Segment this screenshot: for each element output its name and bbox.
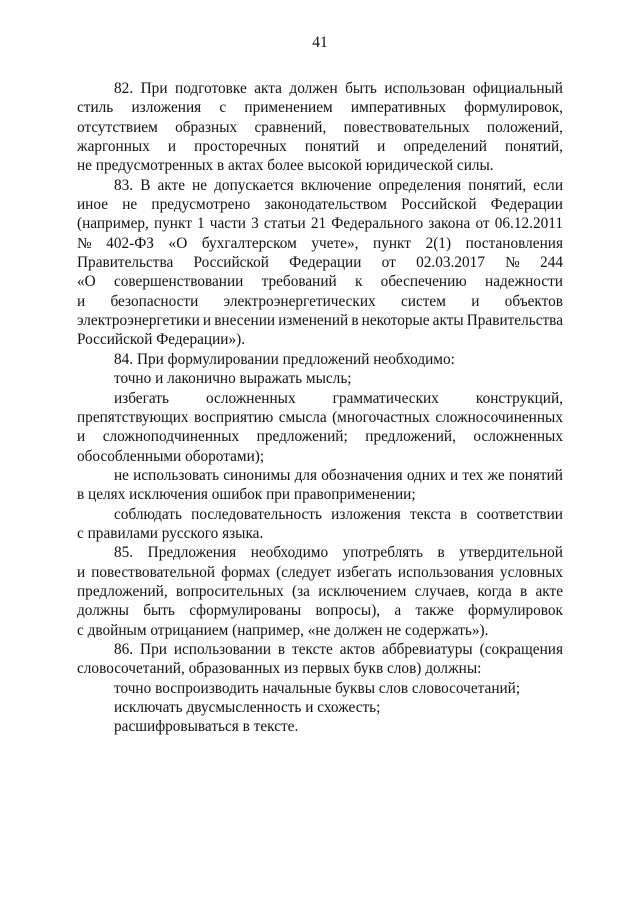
text-line-content: № 402-ФЗ «О бухгалтерском учете», пункт 2(1) постановления — [77, 234, 563, 252]
paragraph — [77, 466, 563, 505]
text-line — [77, 118, 563, 137]
text-line-content: 85. Предложения необходимо употреблять в утвердительной — [114, 544, 563, 562]
paragraph — [77, 543, 563, 640]
text-line-content: исключать двусмысленность и схожесть; — [114, 699, 381, 716]
text-line-content: отсутствием образных сравнений, повествовательных положений, — [77, 118, 563, 136]
text-line — [77, 466, 563, 485]
text-line-content: и повествовательной формах (следует избегать использования условных — [77, 563, 563, 581]
text-line-content: в целях исключения ошибок при правоприменении; — [77, 486, 416, 504]
text-line — [77, 253, 563, 272]
document-body — [77, 79, 563, 737]
paragraph — [77, 176, 563, 350]
text-line — [77, 679, 563, 698]
text-line-content: словосочетаний, образованных из первых букв слов) должны: — [77, 660, 482, 678]
text-line — [77, 292, 563, 311]
text-line-content: жаргонных и просторечных понятий и определений понятий, — [77, 138, 563, 156]
text-line — [77, 195, 563, 214]
text-line-content: 86. При использовании в тексте актов аббревиатуры (сокращения — [114, 640, 563, 658]
text-line — [77, 659, 563, 678]
paragraph — [77, 389, 563, 466]
text-line — [77, 563, 563, 582]
text-line — [77, 156, 563, 175]
text-line-content: избегать осложненных грамматических конструкций, — [114, 389, 563, 407]
paragraph — [77, 505, 563, 544]
text-line-content: и сложноподчиненных предложений; предложений, осложненных — [77, 428, 563, 446]
text-line — [77, 447, 563, 466]
text-line-content: Российской Федерации»). — [77, 331, 246, 349]
text-line-content: препятствующих восприятию смысла (многочастных сложносочиненных — [77, 408, 563, 426]
text-line — [77, 330, 563, 349]
text-line-content: точно и лаконично выражать мысль; — [114, 370, 352, 388]
text-line — [77, 79, 563, 98]
text-line — [77, 582, 563, 601]
text-line — [77, 369, 563, 388]
text-line — [77, 621, 563, 640]
text-line-content: предложений, вопросительных (за исключением случаев, когда в акте — [77, 582, 563, 600]
text-line-content: точно воспроизводить начальные буквы слов словосочетаний; — [114, 679, 521, 697]
text-line-content: стиль изложения с применением императивных формулировок, — [77, 99, 563, 117]
text-line — [77, 543, 563, 562]
text-line-content: с двойным отрицанием (например, «не должен не содержать»). — [77, 621, 489, 639]
text-line — [77, 176, 563, 195]
text-line — [77, 272, 563, 291]
text-line-content: 83. В акте не допускается включение определения понятий, если — [114, 176, 563, 194]
text-line — [77, 389, 563, 408]
text-line — [77, 505, 563, 524]
text-line-content: электроэнергетики и внесении изменений в некоторые акты Правительства — [77, 312, 563, 330]
paragraph — [77, 350, 563, 369]
text-line — [77, 427, 563, 446]
text-line-content: не предусмотренных в актах более высокой юридической силы. — [77, 157, 494, 175]
text-line-content: 84. При формулировании предложений необходимо: — [114, 350, 455, 368]
text-line — [77, 524, 563, 543]
text-line — [77, 640, 563, 659]
paragraph — [77, 698, 563, 717]
text-line — [77, 350, 563, 369]
text-line-content: обособленными оборотами); — [77, 447, 265, 465]
text-line-content: и безопасности электроэнергетических систем и объектов — [77, 292, 563, 310]
text-line-content: расшифровываться в тексте. — [114, 718, 299, 736]
text-line — [77, 485, 563, 504]
text-line-content: Правительства Российской Федерации от 02.03.2017 № 244 — [77, 254, 563, 272]
text-line-content: 82. При подготовке акта должен быть использован официальный — [114, 80, 563, 97]
paragraph — [77, 640, 563, 679]
paragraph — [77, 369, 563, 388]
page-number: 41 — [312, 34, 328, 51]
text-line-content: иное не предусмотрено законодательством Российской Федерации — [77, 196, 563, 214]
text-line — [77, 311, 563, 330]
text-line — [77, 698, 563, 717]
text-line-content: соблюдать последовательность изложения текста в соответствии — [114, 505, 563, 523]
text-line — [77, 214, 563, 233]
text-line — [77, 234, 563, 253]
paragraph — [77, 717, 563, 736]
paragraph — [77, 679, 563, 698]
text-line — [77, 717, 563, 736]
text-line-content: «О совершенствовании требований к обеспечению надежности — [77, 273, 563, 291]
text-line-content: должны быть сформулированы вопросы), а также формулировок — [77, 602, 563, 620]
text-line — [77, 601, 563, 620]
text-line — [77, 408, 563, 427]
text-line — [77, 98, 563, 117]
text-line-content: (например, пункт 1 части 3 статьи 21 Федерального закона от 06.12.2011 — [77, 215, 563, 233]
paragraph — [77, 79, 563, 176]
text-line-content: не использовать синонимы для обозначения одних и тех же понятий — [114, 466, 563, 484]
text-line-content: с правилами русского языка. — [77, 524, 264, 542]
text-line — [77, 137, 563, 156]
